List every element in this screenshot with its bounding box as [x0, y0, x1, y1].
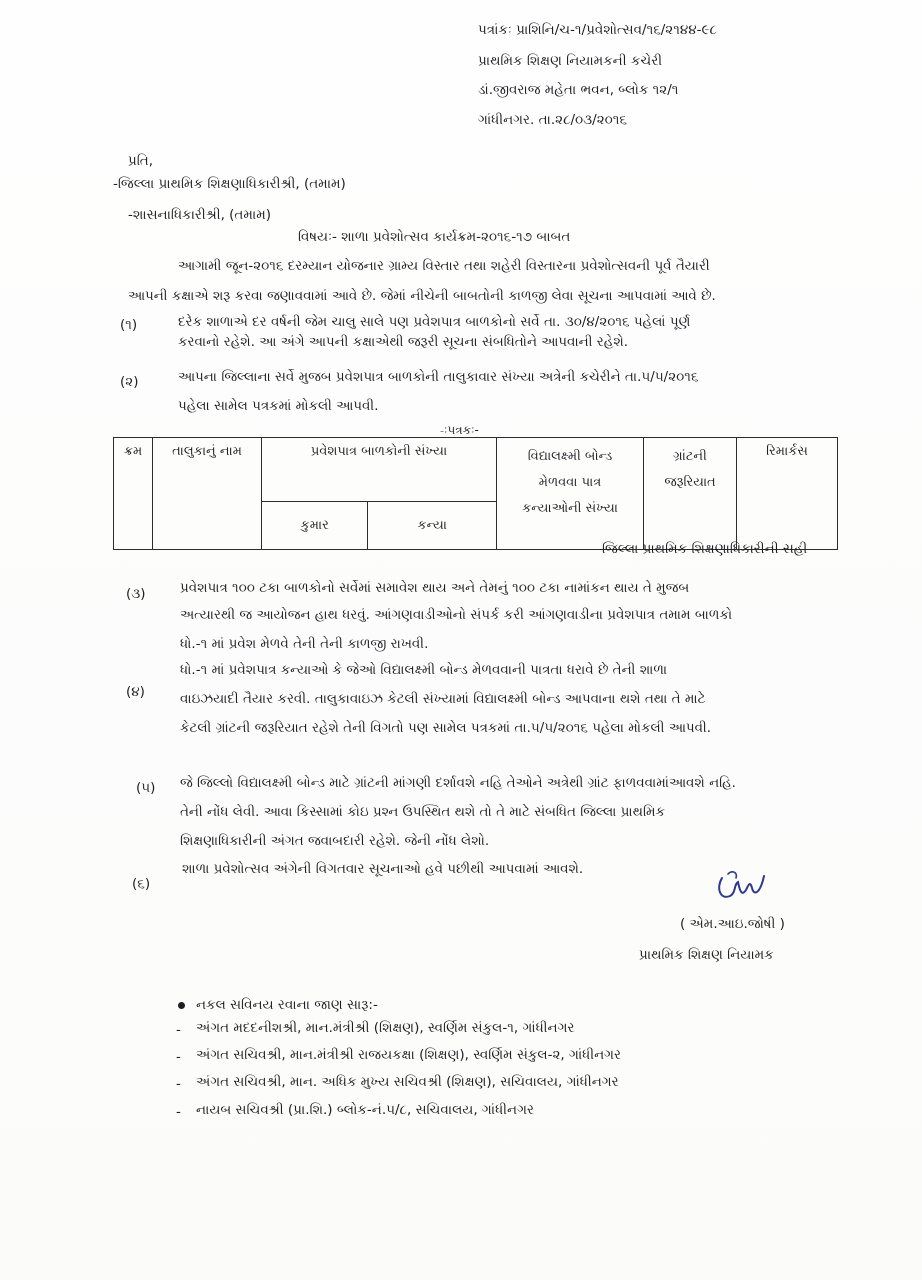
point-6-line-1: શાળા પ્રવેશોત્સવ અંગેની વિગતવાર સૂચનાઓ હવે પછીથી આપવામાં આવશે. [182, 862, 584, 877]
copy-item-1: અંગત મદદનીશશ્રી, માન.મંત્રીશ્રી (શિક્ષણ), સ્વર્ણિમ સંકુલ-૧, ગાંધીનગર [196, 1020, 575, 1036]
point-2-line-1: આપના જિલ્લાના સર્વે મુજબ પ્રવેશપાત્ર બાળકોની તાલુકાવાર સંખ્યા અત્રેની કચેરીને તા.૫/૫/૨૦૧૬ [178, 370, 699, 385]
copy-item-3: અંગત સચિવશ્રી, માન. અધિક મુખ્ય સચિવશ્રી (શિક્ષણ), સચિવાલય, ગાંધીનગર [196, 1074, 619, 1090]
intro-line-2: આપની કક્ષાએ શરૂ કરવા જણાવવામાં આવે છે. જેમાં નીચેની બાબતોની કાળજી લેવા સૂચના આપવામાં આવે છે. [128, 289, 716, 304]
point-2-number: (૨) [120, 374, 139, 390]
bond-header-line-1: વિદ્યાલક્ષ્મી બોન્ડ [527, 449, 613, 464]
copy-dash-2: - [176, 1049, 181, 1065]
copies-bullet [178, 1002, 185, 1009]
signatory-designation: પ્રાથમિક શિક્ષણ નિયામક [639, 947, 774, 963]
header-cell-taluka: તાલુકાનું નામ [153, 438, 262, 550]
grant-header-line-1: ગ્રાંટની [673, 449, 707, 464]
point-3-line-3: ધો.-૧ માં પ્રવેશ મેળવે તેની તેની કાળજી રાખવી. [180, 637, 429, 652]
office-address: ડાં.જીવરાજ મહેતા ભવન, બ્લોક ૧૨/૧ [478, 82, 679, 98]
point-5-line-2: તેની નોંધ લેવી. આવા કિસ્સામાં કોઇ પ્રશ્ન ઉપસ્થિત થશે તો તે માટે સંબધિત જિલ્લા પ્રાથમિક [180, 805, 665, 820]
district-officer-signature-caption: જિલ્લા પ્રાથમિક શિક્ષણાધિકારીની સહી [602, 541, 808, 557]
intro-line-1: આગામી જૂન-૨૦૧૬ દરમ્યાન યોજનાર ગ્રામ્ય વિસ્તાર તથા શહેરી વિસ્તારના પ્રવેશોત્સવની પૂર્વ તૈયારી [178, 259, 710, 274]
point-4-number: (૪) [126, 684, 145, 700]
copy-dash-4: - [176, 1104, 181, 1120]
header-cell-eligible: પ્રવેશપાત્ર બાળકોની સંખ્યા [262, 438, 497, 502]
point-3-number: (૩) [126, 586, 146, 602]
form-table [113, 437, 838, 550]
point-3-line-1: પ્રવેશપાત્ર ૧૦૦ ટકા બાળકોનો સર્વેમાં સમાવેશ થાય અને તેમનું ૧૦૦ ટકા નામાંકન થાય તે મુજબ [180, 581, 690, 596]
point-2-line-2: પહેલા સામેલ પત્રકમાં મોકલી આપવી. [178, 399, 379, 414]
place-and-date: ગાંધીનગર. તા.૨૮/૦૩/૨૦૧૬ [478, 112, 627, 128]
point-3-line-2: અત્યારથી જ આયોજન હાથ ધરવું. આંગણવાડીઓનો સંપર્ક કરી આંગણવાડીના પ્રવેશપાત્ર તમામ બાળકો [180, 608, 733, 623]
point-1-line-2: કરવાનો રહેશે. આ અંગે આપની કક્ષાએથી જરૂરી સૂચના સંબધિતોને આપવાની રહેશે. [178, 335, 629, 350]
point-6-number: (૬) [132, 876, 151, 892]
point-5-line-3: શિક્ષણાધિકારીની અંગત જવાબદારી રહેશે. જેની નોંધ લેશો. [180, 834, 490, 849]
signatory-name: ( એમ.આઇ.જોષી ) [680, 916, 785, 932]
copy-item-4: નાયબ સચિવશ્રી (પ્રા.શિ.) બ્લોક-નં.૫/૮, સચિવાલય, ગાંધીનગર [196, 1102, 534, 1118]
recipient-line-2: -શાસનાધિકારીશ્રી, (તમામ) [128, 207, 272, 223]
point-5-number: (૫) [136, 780, 156, 796]
to-label: પ્રતિ, [128, 153, 154, 169]
point-1-number: (૧) [120, 317, 138, 333]
point-4-line-2: વાઇઝયાદી તૈયાર કરવી. તાલુકાવાઇઝ કેટલી સંખ્યામાં વિદ્યાલક્ષ્મી બોન્ડ આપવાના થશે તથા તે માટે [180, 692, 706, 707]
bond-header-line-2: મેળવવા પાત્ર [538, 475, 602, 490]
grant-header-line-2: જરૂરિયાત [664, 475, 716, 490]
bond-header-line-3: કન્યાઓની સંખ્યા [522, 501, 618, 516]
point-5-line-1: જે જિલ્લો વિદ્યાલક્ષ્મી બોન્ડ માટે ગ્રાંટની માંગણી દર્શાવશે નહિ તેઓને અત્રેથી ગ્રાંટ ફાળવવામાંઆવશે નહિ. [180, 776, 736, 791]
header-cell-boys: કુમાર [262, 502, 368, 550]
signature-mark [712, 866, 772, 906]
recipient-line-1: -જિલ્લા પ્રાથમિક શિક્ષણાધિકારીશ્રી, (તમામ) [113, 176, 346, 192]
header-cell-no: ક્રમ [114, 438, 153, 550]
reference-number: પત્રાંકઃ પ્રાશિનિ/ચ-૧/પ્રવેશોત્સવ/૧૬/૨૧૪૪-૯૮ [478, 22, 717, 38]
point-4-line-3: કેટલી ગ્રાંટની જરૂરિયાત રહેશે તેની વિગતો પણ સામેલ પત્રકમાં તા.૫/૫/૨૦૧૬ પહેલા મોકલી આપવી. [180, 721, 712, 736]
header-cell-girls: કન્યા [368, 502, 497, 550]
header-cell-remarks: રિમાર્કસ [737, 438, 838, 550]
point-1-line-1: દરેક શાળાએ દર વર્ષની જેમ ચાલુ સાલે પણ પ્રવેશપાત્ર બાળકોનો સર્વે તા. ૩૦/૪/૨૦૧૬ પહેલાં પૂર્ણ [178, 315, 691, 330]
header-cell-grant [644, 438, 737, 550]
subject-line: વિષયઃ- શાળા પ્રવેશોત્સવ કાર્યક્રમ-૨૦૧૬-૧૭ બાબત [298, 229, 571, 245]
office-name: પ્રાથમિક શિક્ષણ નિયામકની કચેરી [478, 53, 663, 69]
copy-item-2: અંગત સચિવશ્રી, માન.મંત્રીશ્રી રાજયકક્ષા (શિક્ષણ), સ્વર્ણિમ સંકુલ-૨, ગાંધીનગર [196, 1047, 622, 1063]
copy-dash-3: - [176, 1076, 181, 1092]
form-title: -ઃપત્રકઃ- [440, 423, 479, 437]
copy-dash-1: - [176, 1022, 181, 1038]
point-4-line-1: ધો.-૧ માં પ્રવેશપાત્ર કન્યાઓ કે જેઓ વિદ્યાલક્ષ્મી બોન્ડ મેળવવાની પાત્રતા ધરાવે છે તેની શાળા [180, 663, 668, 678]
copies-heading: નકલ સવિનય રવાના જાણ સારૂ:- [196, 997, 378, 1013]
header-cell-bond [497, 438, 644, 550]
